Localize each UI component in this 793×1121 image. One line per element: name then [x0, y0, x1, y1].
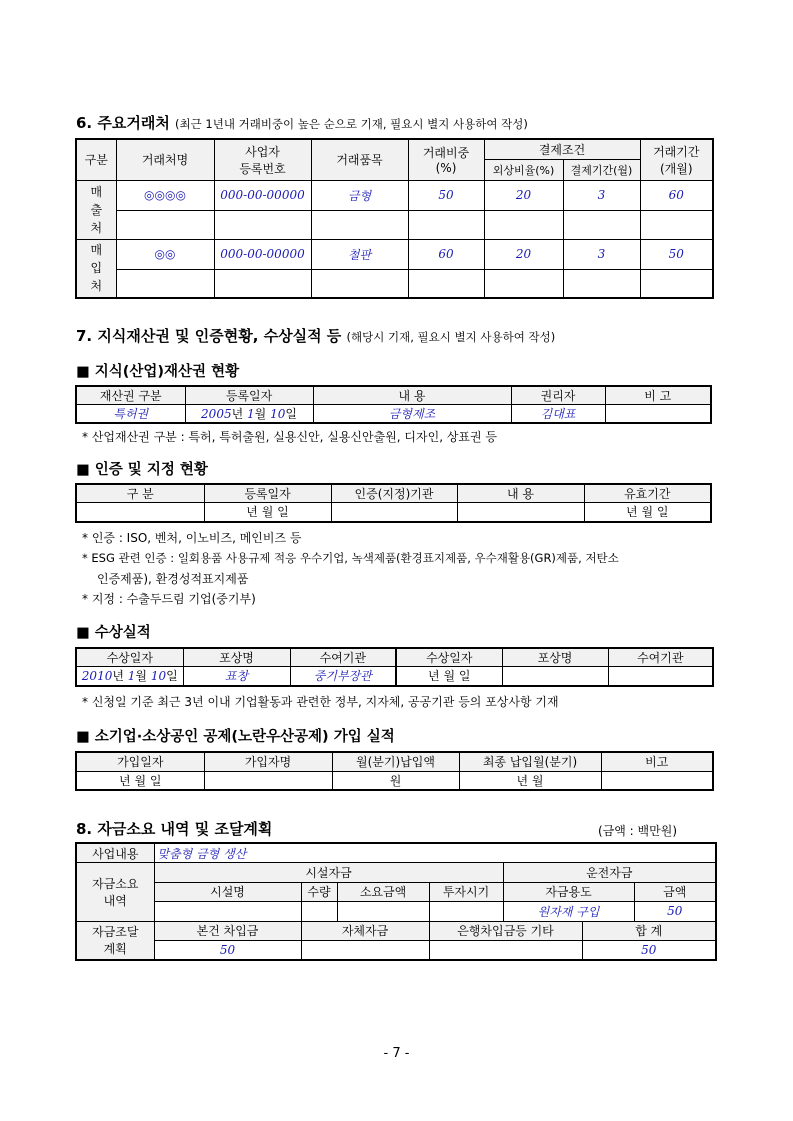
header-gubun: 구분 [76, 139, 116, 180]
facility-name [154, 902, 301, 922]
header-partner: 거래처명 [116, 139, 214, 180]
mutual-table [75, 751, 714, 791]
mutual-header-remark: 비고 [601, 752, 713, 771]
plan-bank [429, 941, 582, 961]
purchase-bizno: 000-00-00000 [214, 239, 311, 269]
purchase-term: 3 [563, 239, 640, 269]
funding-table [75, 842, 717, 961]
header-pay: 결제조건 [484, 139, 640, 159]
plan-total-header: 합 계 [582, 921, 716, 941]
facility-time [429, 902, 503, 922]
mutual-date: 년 월 일 [76, 771, 204, 790]
cert-note-4: * 지정 : 수출두드림 기업(중기부) [82, 592, 256, 606]
sales-partner: ◎◎◎◎ [116, 180, 214, 210]
operating-amount: 50 [634, 902, 716, 922]
header-term: 결제기간(월) [563, 159, 640, 180]
ip-type: 특허권 [76, 405, 185, 424]
award-header-org: 수여기관 [290, 648, 396, 667]
ip-header-date: 등록일자 [185, 386, 313, 405]
purchase-empty-row [76, 269, 713, 298]
cert-table [75, 483, 712, 523]
plan-row [76, 941, 716, 961]
plan-bank-header: 은행차입금등 기타 [429, 921, 582, 941]
header-item: 거래품목 [311, 139, 408, 180]
award-org-2 [608, 667, 713, 686]
ip-header-content: 내 용 [313, 386, 511, 405]
cert-note-3: 인증제품), 환경성적표지제품 [97, 572, 249, 586]
cert-content [457, 503, 584, 522]
sales-ratio: 50 [408, 180, 484, 210]
facility-amount-header: 소요금액 [337, 882, 429, 902]
purchase-period: 50 [640, 239, 713, 269]
sales-item: 금형 [311, 180, 408, 210]
facility-header: 시설자금 [154, 863, 503, 883]
award-header-name-2: 포상명 [502, 648, 608, 667]
sales-empty-row [76, 210, 713, 239]
mutual-name [204, 771, 332, 790]
ip-content: 금형제조 [313, 405, 511, 424]
plan-own-header: 자체자금 [301, 921, 429, 941]
sales-row [76, 180, 713, 210]
award-footnote: * 신청일 기준 최근 3년 이내 기업활동과 관련한 정부, 지자체, 공공기관 등의 포상사항 기재 [82, 695, 559, 709]
sales-period: 60 [640, 180, 713, 210]
header-ratio: 거래비중 (%) [408, 139, 484, 180]
purchase-item: 철판 [311, 239, 408, 269]
ip-header-remark: 비 고 [605, 386, 711, 405]
mutual-remark [601, 771, 713, 790]
cert-type [76, 503, 204, 522]
need-row [76, 902, 716, 922]
purchase-label: 매 입 처 [76, 239, 116, 298]
ip-holder: 김대표 [511, 405, 605, 424]
sales-label: 매 출 처 [76, 180, 116, 239]
sales-bizno: 000-00-00000 [214, 180, 311, 210]
award-row [76, 667, 713, 686]
ip-row [76, 405, 711, 424]
ip-heading: ■ 지식(산업)재산권 현황 [76, 364, 240, 380]
cert-header-type: 구 분 [76, 484, 204, 503]
facility-qty-header: 수량 [301, 882, 337, 902]
main-partners-table [75, 138, 714, 299]
purchase-partner: ◎◎ [116, 239, 214, 269]
cert-header-valid: 유효기간 [584, 484, 711, 503]
biz-label: 사업내용 [76, 843, 154, 863]
plan-total: 50 [582, 941, 716, 961]
award-date-2: 년 월 일 [396, 667, 502, 686]
facility-name-header: 시설명 [154, 882, 301, 902]
operating-amount-header: 금액 [634, 882, 716, 902]
biz-value: 맞춤형 금형 생산 [154, 843, 716, 863]
cert-note-1: * 인증 : ISO, 벤처, 이노비즈, 메인비즈 등 [82, 531, 302, 545]
cert-header-org: 인증(지정)기관 [331, 484, 457, 503]
cert-row [76, 503, 711, 522]
cert-note-2: * ESG 관련 인증 : 일회용품 사용규제 적응 우수기업, 녹색제품(환경표지제품, 우수재활용(GR)제품, 저탄소 [82, 551, 619, 565]
header-period: 거래기간 (개월) [640, 139, 713, 180]
cert-header-content: 내 용 [457, 484, 584, 503]
mutual-header-date: 가입일자 [76, 752, 204, 771]
cert-date: 년 월 일 [204, 503, 331, 522]
purchase-credit: 20 [484, 239, 563, 269]
facility-time-header: 투자시기 [429, 882, 503, 902]
award-name-2 [502, 667, 608, 686]
purchase-row [76, 239, 713, 269]
mutual-header-name: 가입자명 [204, 752, 332, 771]
award-table [75, 647, 714, 687]
sales-term: 3 [563, 180, 640, 210]
facility-amount [337, 902, 429, 922]
mutual-heading: ■ 소기업·소상공인 공제(노란우산공제) 가입 실적 [76, 729, 395, 745]
operating-header: 운전자금 [503, 863, 716, 883]
section8-unit: (금액 : 백만원) [598, 824, 677, 838]
header-credit: 외상비율(%) [484, 159, 563, 180]
sales-credit: 20 [484, 180, 563, 210]
page-number: - 7 - [383, 1046, 410, 1061]
plan-loan-header: 본건 차입금 [154, 921, 301, 941]
mutual-row [76, 771, 713, 790]
plan-own [301, 941, 429, 961]
section7-title: 7. 지식재산권 및 인증현황, 수상실적 등 (해당시 기재, 필요시 별지 사용하여 작성) [76, 327, 556, 345]
ip-remark [605, 405, 711, 424]
plan-loan: 50 [154, 941, 301, 961]
award-heading: ■ 수상실적 [76, 625, 151, 641]
purchase-ratio: 60 [408, 239, 484, 269]
biz-row [76, 843, 716, 863]
ip-date: 2005년 1월 10일 [185, 405, 313, 424]
ip-table [75, 385, 712, 424]
mutual-amount: 원 [332, 771, 459, 790]
ip-footnote: * 산업재산권 구분 : 특허, 특허출원, 실용신안, 실용신안출원, 디자인, 상표권 등 [82, 430, 498, 444]
ip-header-holder: 권리자 [511, 386, 605, 405]
header-bizno: 사업자 등록번호 [214, 139, 311, 180]
award-header-name: 포상명 [183, 648, 290, 667]
award-date: 2010년 1월 10일 [76, 667, 183, 686]
award-header-date-2: 수상일자 [396, 648, 502, 667]
need-label: 자금소요 내역 [76, 863, 154, 922]
operating-use: 원자재 구입 [503, 902, 634, 922]
plan-label: 자금조달 계획 [76, 921, 154, 960]
cert-valid: 년 월 일 [584, 503, 711, 522]
cert-header-date: 등록일자 [204, 484, 331, 503]
operating-use-header: 자금용도 [503, 882, 634, 902]
section6-title: 6. 주요거래처 (최근 1년내 거래비중이 높은 순으로 기재, 필요시 별지 사용하여 작성) [76, 114, 528, 132]
mutual-header-last: 최종 납입월(분기) [459, 752, 601, 771]
award-org: 중기부장관 [290, 667, 396, 686]
cert-heading: ■ 인증 및 지정 현황 [76, 462, 208, 478]
award-name: 표창 [183, 667, 290, 686]
award-header-org-2: 수여기관 [608, 648, 713, 667]
mutual-last: 년 월 [459, 771, 601, 790]
mutual-header-amount: 월(분기)납입액 [332, 752, 459, 771]
facility-qty [301, 902, 337, 922]
award-header-date: 수상일자 [76, 648, 183, 667]
ip-header-type: 재산권 구분 [76, 386, 185, 405]
section8-title: 8. 자금소요 내역 및 조달계획 [76, 820, 273, 838]
cert-org [331, 503, 457, 522]
